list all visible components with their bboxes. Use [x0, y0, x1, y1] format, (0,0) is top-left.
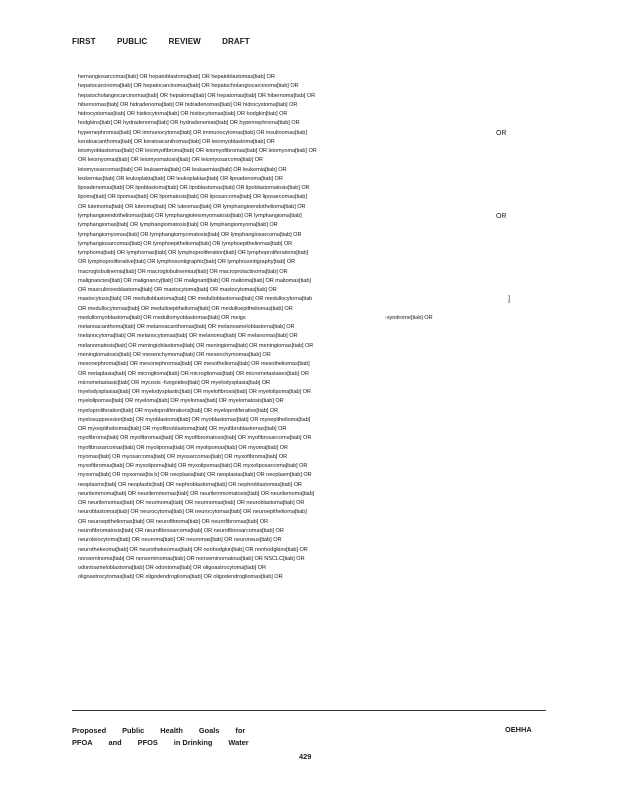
query-line-text: myelodysplasias[tiab] OR myelodysplastic[tiab] OR myelofibrosis[tiab] OR myelolipoma[tiab] OR: [78, 389, 311, 396]
query-line-text: malignancies[tiab] OR malignancy[tiab] OR malignant[tiab] OR maltoma[tiab] OR maltomas[tiab]: [78, 277, 311, 284]
query-line-text: OR luteinoma[tiab] OR luteoma[tiab] OR luteomas[tiab] OR lymphangioendothelioma[tiab] OR: [78, 203, 306, 210]
query-line: [78, 490, 518, 499]
query-line-text: meningiomatosis[tiab] OR mesenchymoma[tiab] OR mesenchymomas[tiab] OR: [78, 351, 271, 358]
query-line: [78, 258, 518, 267]
query-line-text: neoplasms[tiab] OR neoplastic[tiab] OR nephroblastoma[tiab] OR nephroblastomas[tiab] OR: [78, 481, 302, 488]
query-line: [78, 203, 518, 212]
query-line: [78, 110, 518, 119]
query-line-text: melanoacanthoma[tiab] OR melanoacanthomas[tiab] OR melanoameloblastoma[tiab] OR: [78, 324, 295, 331]
query-line-text: micrometastasis[tiab] OR mycosis -fungoides[tiab] OR myelodysplasia[tiab] OR: [78, 379, 271, 386]
query-line-text: leukemias[tiab] OR leukoplakia[tiab] OR leukoplakias[tiab] OR lipoadenoma[tiab] OR: [78, 175, 283, 182]
query-line: [78, 518, 518, 527]
query-line: [78, 536, 518, 545]
query-line: [78, 555, 518, 564]
query-line-text: neuroblastomas[tiab] OR neurocytoma[tiab] OR neurocytomas[tiab] OR neuroepithelioma[tiab]: [78, 509, 307, 516]
query-line: [78, 82, 518, 91]
query-line-text: mesonephroma[tiab] OR mesonephromas[tiab] OR mesothelioma[tiab] OR mesotheliomas[tiab]: [78, 361, 310, 368]
footer-word: Public: [122, 726, 145, 735]
query-line-text: hypernephromas[tiab] OR immunocytoma[tiab] OR immunocytomas[tiab] OR insulinomas[tiab]: [78, 129, 307, 136]
query-line-text: neurofibromatosis[tiab] OR neurofibrosarcoma[tiab] OR neurofibrosarcomas[tiab] OR: [78, 528, 284, 535]
query-line-text: medullomyoblastoma[tiab] OR medullomyoblastomas[tiab] OR meigs: [78, 314, 246, 321]
query-line-text: leiomyoblastomas[tiab] OR leiomyofibroma[tiab] OR leiomyofibromas[tiab] OR leiomyoma[tiab] OR: [78, 148, 317, 155]
query-line: [78, 564, 518, 573]
query-line: [78, 508, 518, 517]
query-line-text: hepatocholangiocarcinomas[tiab] OR hepatoma[tiab] OR hepatomas[tiab] OR hibernoma[tiab] OR: [78, 92, 316, 99]
query-line-text: myelolipomas[tiab] OR myeloma[tiab] OR myelomas[tiab] OR myelomatosis[tiab] OR: [78, 398, 284, 405]
query-line-text: neuroleiocytoma[tiab] OR neuroma[tiab] OR neuromas[tiab] OR neuroneus[tiab] OR: [78, 537, 282, 544]
footer-word: PFOS: [137, 738, 158, 747]
query-line: [78, 268, 518, 277]
query-line: [78, 101, 518, 110]
query-line: [78, 342, 518, 351]
footer-word: Health: [160, 726, 183, 735]
header-word: PUBLIC: [116, 37, 148, 46]
footer-rule: [72, 710, 546, 711]
query-line-text: OR neurilemomas[tiab] OR neurinoma[tiab] OR neurinomas[tiab] OR neuroblastoma[tiab] OR: [78, 500, 305, 507]
query-line: [78, 471, 518, 480]
query-line: [78, 332, 518, 341]
search-string-body: [78, 73, 518, 583]
query-line-trailing-text: -syndrome[tiab] OR: [385, 314, 433, 321]
query-line: [78, 425, 518, 434]
query-line-text: lymphoma[tiab] OR lymphomas[tiab] OR lymphoproliferation[tiab] OR lymphoproliferations[tiab]: [78, 250, 309, 257]
query-line-text: myomas[tiab] OR myosarcoma[tiab] OR myosarcomas[tiab] OR myxofibroma[tiab] OR: [78, 453, 288, 460]
query-line-text: myelosuppression[tiab] OR myoblastoma[tiab] OR myoblastomas[tiab] OR myoepithelioma[tiab]: [78, 416, 311, 423]
query-line-text: OR medullocytomas[tiab] OR medulloepithelioma[tiab] OR medulloepitheliomas[tiab] OR: [78, 305, 293, 312]
query-line-text: myxofibromas[tiab] OR myxolipoma[tiab] OR myxolipomas[tiab] OR myxoliposarcoma[tiab] OR: [78, 463, 308, 470]
query-line: [78, 156, 518, 165]
query-line: [78, 416, 518, 425]
query-line-text: nonseminoma[tiab] OR nonseminomas[tiab] OR nonseminomatous[tiab] OR NSCLC[tiab] OR: [78, 555, 305, 562]
footer-word: PFOA: [72, 738, 93, 747]
footer-document-title: [72, 725, 265, 749]
query-line-text: lymphangiosarcomas[tiab] OR lymphoepithelioma[tiab] OR lymphoepitheliomas[tiab] OR: [78, 240, 293, 247]
query-line-text: hidrocystomas[tiab] OR histiocytoma[tiab] OR histiocytomas[tiab] OR hodgkin[tiab] OR: [78, 111, 288, 118]
query-line-text: hodgkins[tiab] OR hydradenoma[tiab] OR hydradenomas[tiab] OR hypernephroma[tiab] OR: [78, 120, 300, 127]
query-line-text: melanomatosis[tiab] OR meningioblastoma[tiab] OR meningioma[tiab] OR meningiomas[tiab] OR: [78, 342, 314, 349]
query-line: [78, 286, 518, 295]
query-line-text: myofibroma[tiab] OR myofibromas[tiab] OR myofibromatosis[tiab] OR myofibrosarcoma[tiab] OR: [78, 435, 312, 442]
query-line: [78, 277, 518, 286]
query-line-text: OR masculinovoblastoma[tiab] OR mastocytoma[tiab] OR mastocytomas[tiab] OR: [78, 287, 277, 294]
query-line-text: macroglobulinemia[tiab] OR macroglobulinemias[tiab] OR macroprolactinoma[tiab] OR: [78, 268, 288, 275]
query-line: [78, 147, 518, 156]
draft-header: [72, 37, 269, 46]
header-word: DRAFT: [222, 37, 250, 46]
query-line-text: OR lymphoproliferative[tiab] OR lymphosontigraphic[tiab] OR lymphosontigraphy[tiab] OR: [78, 259, 296, 266]
query-line-text: lymphangiomyomas[tiab] OR lymphangiomyomatosis[tiab] OR lymphangiosarcoma[tiab] OR: [78, 231, 302, 238]
query-line: [78, 397, 518, 406]
query-line: [78, 305, 518, 314]
footer-word: Water: [228, 738, 249, 747]
query-line: [78, 221, 518, 230]
query-line: [78, 231, 518, 240]
query-line-text: OR metaplasia[tiab] OR microglioma[tiab] OR microgliomas[tiab] OR micrometastases[tiab] OR: [78, 370, 309, 377]
query-line: [78, 444, 518, 453]
query-line-text: keratoacanthoma[tiab] OR keratoacanthomas[tiab] OR leiomyoblastoma[tiab] OR: [78, 138, 275, 145]
query-line: [78, 379, 518, 388]
query-line-text: myeloproliferation[tiab] OR myeloproliferations[tiab] OR myeloproliferative[tiab] OR: [78, 407, 279, 414]
query-line-text: neurothekeoma[tiab] OR neurothekeomas[tiab] OR nonhodgkin[tiab] OR nonhodgkins[tiab] OR: [78, 546, 308, 553]
query-line: [78, 323, 518, 332]
query-line: [78, 119, 518, 128]
footer-word: Goals: [198, 726, 220, 735]
query-line-text: mastocytosis[tiab] OR medulloblastoma[tiab] OR medulloblastomas[tiab] OR medullocytoma[tiab: [78, 296, 313, 303]
query-line-text: lipoma[tiab] OR lipomas[tiab] OR lipomatosis[tiab] OR liposarcoma[tiab] OR liposarcomas[tiab]: [78, 194, 307, 201]
query-line-text: hepatocarcinoma[tiab] OR hepatocarcinomas[tiab] OR hepatocholangiocarcinoma[tiab] OR: [78, 83, 299, 90]
query-line-text: melanocytoma[tiab] OR melanocytomas[tiab] OR melanoma[tiab] OR melanomas[tiab] OR: [78, 333, 298, 340]
query-line-text: lymphangioendotheliomas[tiab] OR lymphangioleiomyomatosis[tiab] OR lymphangioma[tiab]: [78, 212, 302, 219]
query-line: [78, 166, 518, 175]
query-line-text: lymphangiomas[tiab] OR lymphangiomatosis[tiab] OR lymphangiomyoma[tiab] OR: [78, 222, 278, 229]
query-line: [78, 527, 518, 536]
query-line-trailing-text: ]: [508, 296, 510, 304]
query-line: [78, 499, 518, 508]
query-line-text: OR myoepitheliomas[tiab] OR myofibroblastoma[tiab] OR myofibroblastomas[tiab] OR: [78, 426, 287, 433]
query-line: [78, 193, 518, 202]
query-line-text: odontoameloblastoma[tiab] OR odontoma[tiab] OR oligoastrocytoma[tiab] OR: [78, 565, 266, 572]
query-line-text: hibernomas[tiab] OR hidradenoma[tiab] OR hidradenomas[tiab] OR hidrocystoma[tiab] OR: [78, 101, 298, 108]
query-line: [78, 370, 518, 379]
query-line: [78, 360, 518, 369]
query-line: [78, 212, 518, 221]
query-line-trailing-text: OR: [496, 129, 507, 137]
query-line-text: neurilemmoma[tiab] OR neurilemmomas[tiab] OR neurilemmomatosis[tiab] OR neurilemoma[tiab]: [78, 490, 315, 497]
footer-organization: OEHHA: [505, 725, 532, 734]
query-line: [78, 249, 518, 258]
query-line: [78, 73, 518, 82]
query-line: [78, 138, 518, 147]
query-line-text: myofibrosarcomas[tiab] OR myolipoma[tiab] OR myolipomas[tiab] OR myoma[tiab] OR: [78, 444, 288, 451]
footer-word: and: [108, 738, 122, 747]
query-line: [78, 573, 518, 582]
query-line: [78, 434, 518, 443]
page-number: 429: [299, 752, 312, 761]
query-line: [78, 407, 518, 416]
header-word: FIRST: [72, 37, 96, 46]
query-line-text: hemangiosarcomas[tiab] OR hepatoblastoma[tiab] OR hepatoblastomas[tiab] OR: [78, 74, 275, 80]
query-line: [78, 184, 518, 193]
query-line: [78, 481, 518, 490]
footer-word: for: [235, 726, 246, 735]
query-line: [78, 314, 518, 323]
query-line: [78, 129, 518, 138]
query-line-text: OR leiomyomas[tiab] OR leiomyomatosis[tiab] OR leiomyosarcoma[tiab] OR: [78, 157, 263, 164]
header-word: REVIEW: [168, 37, 201, 46]
query-line: [78, 388, 518, 397]
query-line-text: leiomyosarcomas[tiab] OR leukaemia[tiab] OR leukaemias[tiab] OR leukemia[tiab] OR: [78, 166, 287, 173]
footer-word: in Drinking: [173, 738, 213, 747]
query-line-text: lipoadenomas[tiab] OR lipoblastoma[tiab] OR lipoblastomas[tiab] OR lipoblastomatosis[tiab] OR: [78, 185, 310, 192]
query-line: [78, 295, 518, 304]
query-line: [78, 546, 518, 555]
footer-word: Proposed: [72, 726, 107, 735]
query-line: [78, 351, 518, 360]
query-line: [78, 175, 518, 184]
query-line: [78, 462, 518, 471]
query-line-text: myxoma[tiab] OR myxomas[tia b] OR neoplasia[tiab] OR neoplasias[tiab] OR neoplasm[tiab] OR: [78, 472, 312, 479]
query-line: [78, 92, 518, 101]
query-line-text: OR neuroepitheliomas[tiab] OR neurofibroma[tiab] OR neurofibromas[tiab] OR: [78, 518, 268, 525]
query-line-trailing-text: OR: [496, 212, 507, 220]
query-line: [78, 453, 518, 462]
query-line: [78, 240, 518, 249]
query-line-text: oligoastrocytomas[tiab] OR oligodendroglioma[tiab] OR oligodendrogliomas[tiab] OR: [78, 574, 283, 581]
